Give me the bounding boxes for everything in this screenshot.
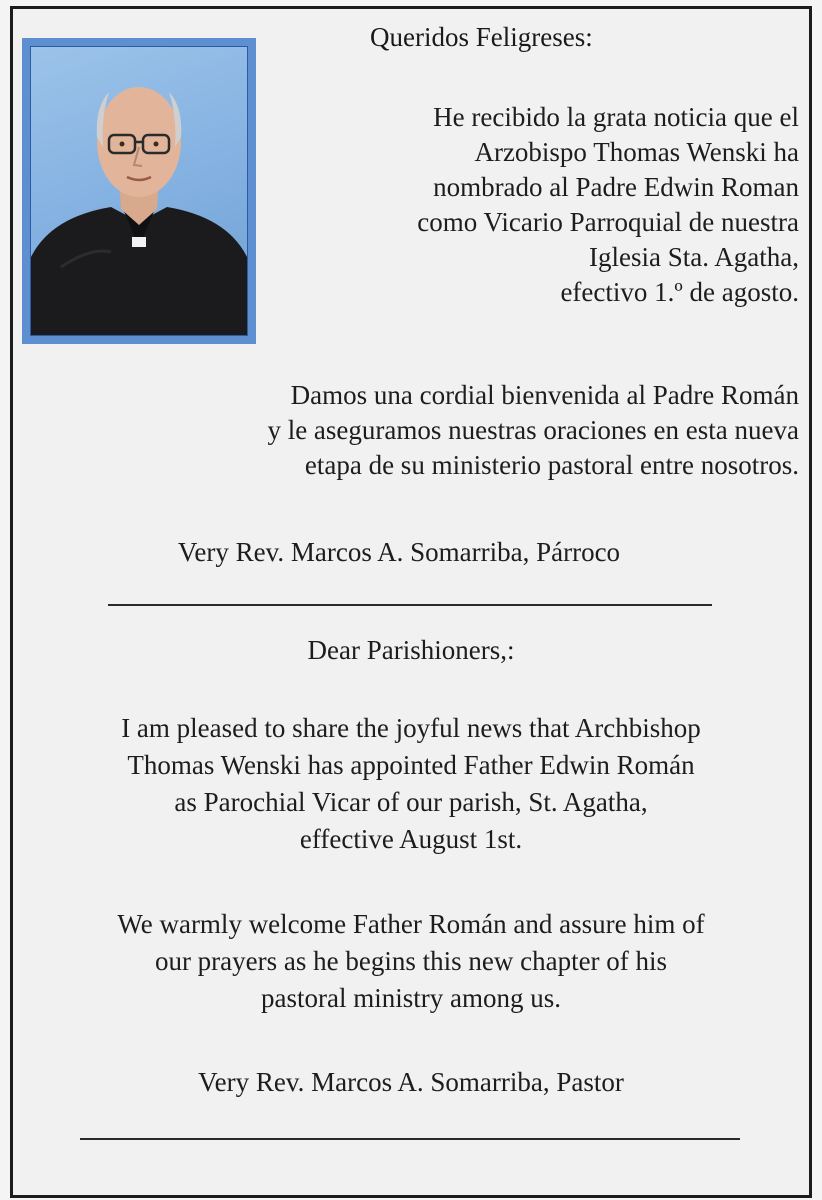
spanish-welcome-line: Damos una cordial bienvenida al Padre Román [290, 380, 799, 410]
english-announcement-line: effective August 1st. [299, 824, 523, 854]
spanish-announcement [417, 100, 799, 310]
divider-line [80, 1138, 740, 1140]
spanish-announcement-line: Iglesia Sta. Agatha, [589, 242, 799, 272]
spanish-welcome-line: y le aseguramos nuestras oraciones en esta nueva [267, 415, 799, 445]
english-announcement [0, 710, 822, 858]
english-welcome-line: our prayers as he begins this new chapter of his [154, 946, 668, 976]
english-announcement-line: Thomas Wenski has appointed Father Edwin Román [127, 750, 695, 780]
spanish-announcement-line: Arzobispo Thomas Wenski ha [474, 137, 799, 167]
priest-portrait [22, 38, 256, 344]
spanish-greeting: Queridos Feligreses: [370, 22, 593, 52]
portrait-image [30, 46, 248, 336]
english-signature: Very Rev. Marcos A. Somarriba, Pastor [198, 1067, 624, 1097]
english-welcome-line: pastoral ministry among us. [261, 983, 561, 1013]
english-announcement-line: as Parochial Vicar of our parish, St. Agatha, [174, 787, 648, 817]
english-greeting: Dear Parishioners,: [307, 635, 515, 665]
portrait-illustration [31, 47, 247, 335]
spanish-welcome-line: etapa de su ministerio pastoral entre nosotros. [304, 450, 799, 480]
english-announcement-line: I am pleased to share the joyful news that Archbishop [121, 713, 701, 743]
english-welcome-line: We warmly welcome Father Román and assure him of [117, 909, 705, 939]
spanish-signature: Very Rev. Marcos A. Somarriba, Párroco [177, 537, 621, 567]
spanish-announcement-line: He recibido la grata noticia que el [433, 102, 799, 132]
spanish-welcome [267, 378, 799, 483]
divider-line [108, 604, 712, 606]
spanish-announcement-line: nombrado al Padre Edwin Roman [433, 172, 799, 202]
english-welcome [0, 906, 822, 1017]
spanish-announcement-line: como Vicario Parroquial de nuestra [417, 207, 799, 237]
spanish-announcement-line: efectivo 1.º de agosto. [560, 277, 799, 307]
